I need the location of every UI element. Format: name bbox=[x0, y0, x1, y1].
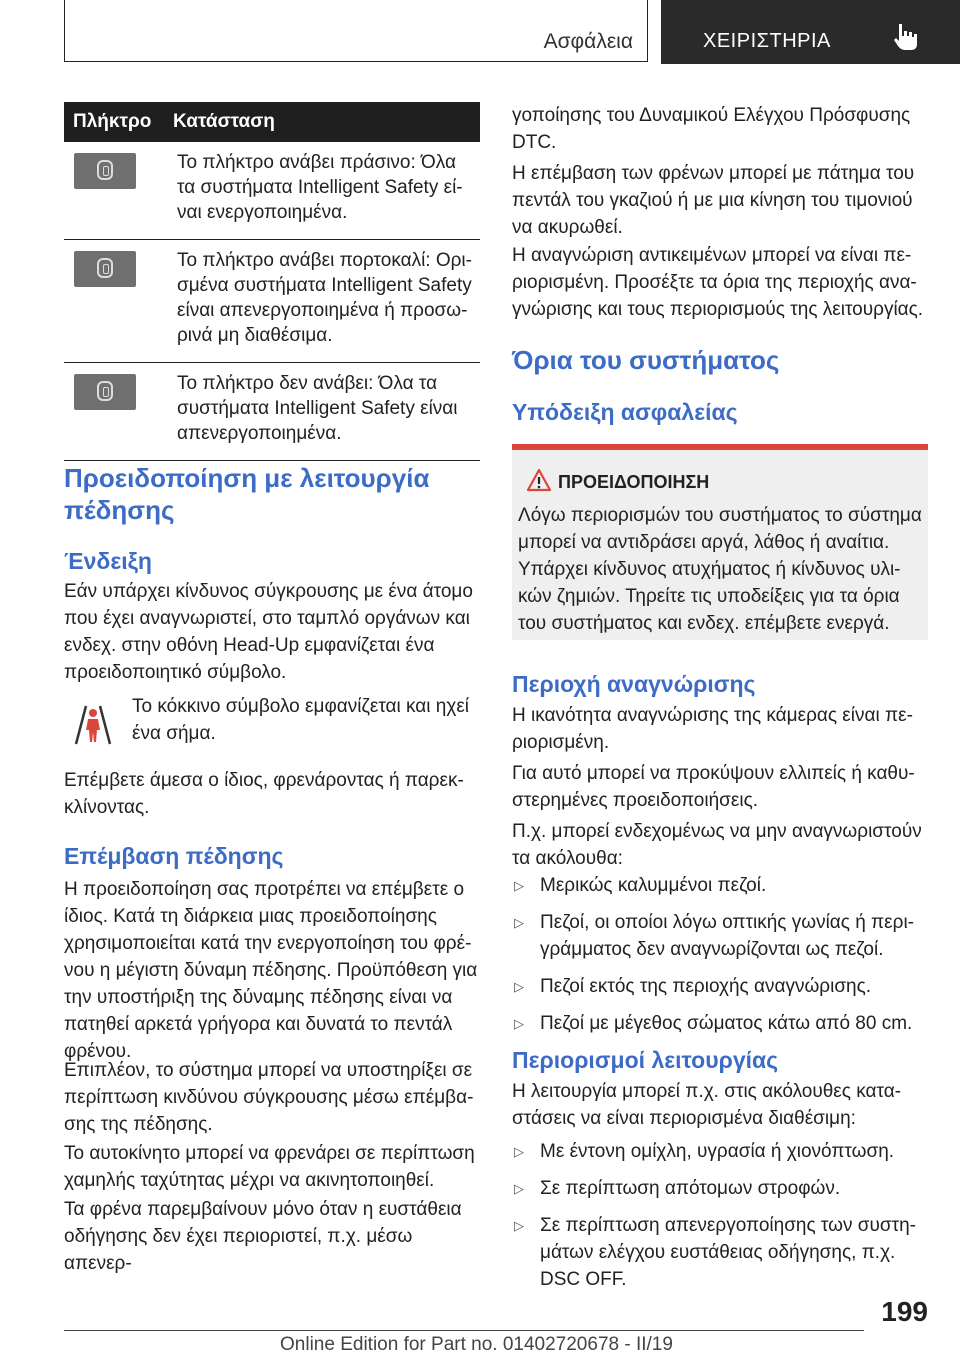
table-cell-status: Το πλήκτρο ανάβει πράσινο: Όλα τα συστήματα Intelligent Safety εί-ναι ενεργοποιημένα. bbox=[167, 142, 480, 240]
table-header-key: Πλήκτρο bbox=[64, 102, 167, 142]
page-number: 199 bbox=[881, 1296, 928, 1327]
list-item: ▷ Πεζοί εκτός της περιοχής αναγνώρισης. bbox=[512, 973, 928, 1000]
heading-warning-brake: Προειδοποίηση με λειτουργία πέδησης bbox=[64, 463, 430, 525]
paragraph-function: Η λειτουργία μπορεί π.χ. στις ακόλουθες κατα-στάσεις να είναι περιορισμένα διαθέσιμη: bbox=[512, 1081, 902, 1129]
list-function-limits bbox=[512, 1138, 928, 1303]
paragraph-camera: Η ικανότητα αναγνώρισης της κάμερας είναι πε-ριορισμένη. bbox=[512, 705, 913, 753]
safety-button-icon bbox=[74, 153, 136, 189]
safety-button-icon bbox=[74, 251, 136, 287]
footer-edition: Online Edition for Part no. 01402720678 - II/19 bbox=[280, 1334, 673, 1355]
key-status-table bbox=[64, 102, 480, 461]
header-chapter-box bbox=[661, 0, 960, 64]
list-item: ▷ Πεζοί με μέγεθος σώματος κάτω από 80 cm. bbox=[512, 1010, 928, 1037]
footer-divider bbox=[64, 1330, 864, 1331]
table-cell-status: Το πλήκτρο δεν ανάβει: Όλα τα συστήματα Intelligent Safety είναι απενεργοποιημένα. bbox=[167, 363, 480, 461]
table-cell-status: Το πλήκτρο ανάβει πορτοκαλί: Ορι-σμένα συστήματα Intelligent Safety είναι απενεργοποιημένα ή προσω-ρινά μη διαθέσιμα. bbox=[167, 240, 480, 363]
list-item: ▷ Σε περίπτωση απότομων στροφών. bbox=[512, 1175, 928, 1202]
warning-box bbox=[512, 444, 928, 640]
heading-brake-intervention: Επέμβαση πέδησης bbox=[64, 843, 284, 869]
paragraph-brake-2: Επιπλέον, το σύστημα μπορεί να υποστηρίξει σε περίπτωση κινδύνου σύγκρουσης μέσω επέμβα-σης της πέδησης. bbox=[64, 1060, 474, 1135]
header-chapter-title: ΧΕΙΡΙΣΤΗΡΙΑ bbox=[703, 30, 831, 52]
table-row bbox=[64, 142, 480, 240]
warning-text: Λόγω περιορισμών του συστήματος το σύστημα μπορεί να αντιδράσει αργά, λάθος ή αναίτια. Υπάρχει κίνδυνος ατυχήματος ή κίνδυνος υλι-κών ζημιών. Τηρείτε τις υποδείξεις για τα όρια του συστήματος και ενδεχ. επέμβετε ενεργά. bbox=[518, 505, 922, 634]
list-item: ▷ Μερικώς καλυμμένοι πεζοί. bbox=[512, 872, 928, 899]
heading-function-limits: Περιορισμοί λειτουργίας bbox=[512, 1047, 779, 1073]
paragraph-limited: Η αναγνώριση αντικειμένων μπορεί να είναι πε-ριορισμένη. Προσέξτε τα όρια της περιοχής ανα-γνώρισης και τους περιορισμούς της λειτουργίας. bbox=[512, 245, 924, 320]
paragraph-brake-1: Η προειδοποίηση σας προτρέπει να επέμβετε ο ίδιος. Κατά τη διάρκεια μιας προειδοποίησης χρησιμοποιείται κατά την ενεργοποίηση του φρέ-νου η μέγιστη δύναμη πέδησης. Προϋπόθεση για την υποστήριξη της δύναμης πέδησης είναι να πατηθεί αρκετά γρήγορα και δυνατά το πεντάλ φρένου. bbox=[64, 879, 478, 1062]
paragraph-brake-3: Το αυτοκίνητο μπορεί να φρενάρει σε περίπτωση χαμηλής ταχύτητας μέχρι να ακινητοποιηθεί. bbox=[64, 1143, 475, 1191]
list-item: ▷ Σε περίπτωση απενεργοποίησης των συστη-μάτων ελέγχου ευστάθειας οδήγησης, π.χ. DSC OFF. bbox=[512, 1212, 928, 1293]
warning-triangle-icon bbox=[526, 468, 552, 492]
list-item: ▷ Πεζοί, οι οποίοι λόγω οπτικής γωνίας ή περι-γράμματος δεν αναγνωρίζονται ως πεζοί. bbox=[512, 909, 928, 963]
list-undetected bbox=[512, 872, 928, 1047]
heading-safety-note: Υπόδειξη ασφαλείας bbox=[512, 399, 738, 425]
header-section-title: Ασφάλεια bbox=[543, 30, 633, 53]
paragraph-intervene: Επέμβετε άμεσα ο ίδιος, φρενάροντας ή παρεκ-κλίνοντας. bbox=[64, 770, 464, 818]
paragraph-missing: Για αυτό μπορεί να προκύψουν ελλιπείς ή καθυ-στερημένες προειδοποιήσεις. bbox=[512, 763, 915, 811]
pedestrian-warning-icon bbox=[66, 700, 120, 748]
paragraph-brake-4: Τα φρένα παρεμβαίνουν μόνο όταν η ευστάθεια οδήγησης δεν έχει περιοριστεί, π.χ. μέσω απενερ- bbox=[64, 1199, 462, 1274]
paragraph-cancel: Η επέμβαση των φρένων μπορεί με πάτημα του πεντάλ του γκαζιού ή με μια κίνηση του τιμονιού να ακυρωθεί. bbox=[512, 163, 915, 238]
table-header-status: Κατάσταση bbox=[167, 102, 480, 142]
table-row bbox=[64, 240, 480, 363]
hand-pointer-icon bbox=[893, 22, 921, 52]
safety-button-icon bbox=[74, 374, 136, 410]
table-row bbox=[64, 363, 480, 461]
paragraph-example: Π.χ. μπορεί ενδεχομένως να μην αναγνωριστούν τα ακόλουθα: bbox=[512, 821, 922, 869]
paragraph-continued: γοποίησης του Δυναμικού Ελέγχου Πρόσφυσης DTC. bbox=[512, 105, 911, 153]
paragraph-indication: Εάν υπάρχει κίνδυνος σύγκρουσης με ένα άτομο που έχει αναγνωριστεί, στο ταμπλό οργάνων και ενδεχ. στην οθόνη Head-Up εμφανίζεται ένα προειδοποιητικό σύμβολο. bbox=[64, 581, 473, 683]
heading-detection-area: Περιοχή αναγνώρισης bbox=[512, 671, 756, 697]
heading-system-limits: Όρια του συστήματος bbox=[512, 345, 780, 375]
list-item: ▷ Με έντονη ομίχλη, υγρασία ή χιονόπτωση. bbox=[512, 1138, 928, 1165]
warning-title: ΠΡΟΕΙΔΟΠΟΙΗΣΗ bbox=[558, 472, 710, 492]
header-section-box bbox=[64, 0, 648, 62]
page-header bbox=[0, 0, 960, 64]
paragraph-red-symbol: Το κόκκινο σύμβολο εμφανίζεται και ηχεί ένα σήμα. bbox=[132, 696, 470, 744]
heading-indication: Ένδειξη bbox=[64, 548, 152, 574]
